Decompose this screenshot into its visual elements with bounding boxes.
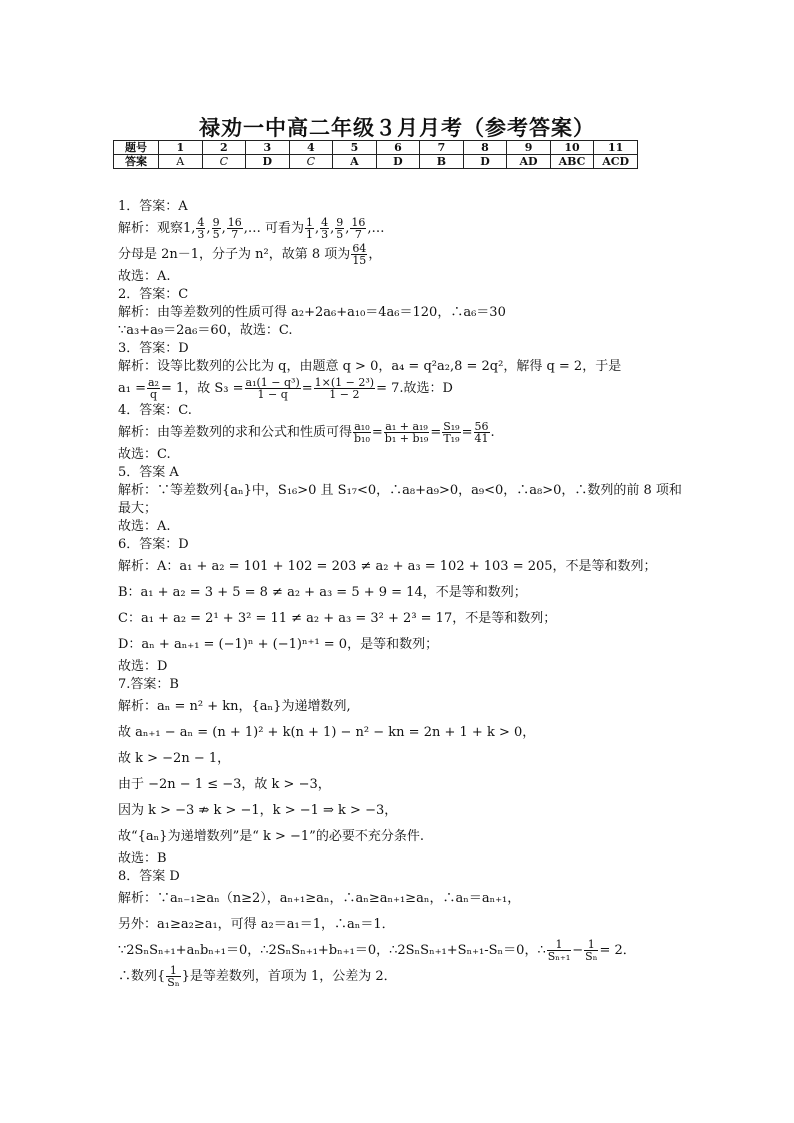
q4-text-a: 解析：由等差数列的求和公式和性质可得 bbox=[118, 425, 353, 440]
q7-conclusion: 故选：B bbox=[118, 851, 167, 866]
q6-header: 6．答案：D bbox=[118, 537, 189, 552]
question-number: 2 bbox=[202, 141, 246, 155]
q3-analysis: 解析：设等比数列的公比为 q，由题意 q > 0，a₄ = q²a₂,8 = 2q²，解得 q = 2，于是 bbox=[118, 359, 622, 374]
denominator: Sₙ bbox=[167, 976, 180, 989]
q8-analysis-2: 另外：a₁≥a₂≥a₁，可得 a₂＝a₁＝1，∴aₙ＝1． bbox=[118, 917, 395, 932]
q7-analysis-3: 故 k > −2n − 1， bbox=[118, 751, 231, 766]
q5-analysis: 解析：∵等差数列{aₙ}中，S₁₆>0 且 S₁₇<0，∴a₈+a₉>0，a₉<0，∴a₈>0，∴数列的前 8 项和 bbox=[118, 483, 682, 498]
denominator: Sₙ bbox=[585, 950, 598, 963]
equals: = bbox=[430, 425, 442, 440]
q1-seq-start: 1, bbox=[183, 221, 196, 236]
answer-cell: B bbox=[420, 155, 464, 169]
denominator: b₁ + b₁₉ bbox=[384, 432, 429, 445]
question-number: 11 bbox=[594, 141, 638, 155]
denominator: 3 bbox=[321, 228, 329, 241]
answer-cell: C bbox=[289, 155, 333, 169]
answer-cell: A bbox=[159, 155, 203, 169]
question-number: 6 bbox=[376, 141, 420, 155]
fraction bbox=[147, 377, 160, 400]
answer-cell: A bbox=[333, 155, 377, 169]
fraction bbox=[350, 217, 366, 240]
question-number: 4 bbox=[289, 141, 333, 155]
ellipsis: … bbox=[247, 221, 261, 236]
q8-analysis-3 bbox=[118, 938, 718, 964]
numerator: 16 bbox=[351, 216, 366, 229]
q6-analysis-d: D：aₙ + aₙ₊₁ = (−1)ⁿ + (−1)ⁿ⁺¹ = 0，是等和数列； bbox=[118, 637, 439, 652]
ellipsis: … bbox=[371, 221, 385, 236]
q7-analysis-6: 故“{aₙ}为递增数列”是“ k > −1”的必要不充分条件. bbox=[118, 829, 424, 844]
denominator: 1 − 2 bbox=[329, 388, 360, 401]
q1-conclusion: 故选：A. bbox=[118, 269, 171, 284]
denominator: 1 bbox=[305, 228, 313, 241]
question-number: 3 bbox=[246, 141, 290, 155]
fraction bbox=[335, 217, 344, 240]
denominator: 3 bbox=[197, 228, 205, 241]
numerator: a₂ bbox=[148, 376, 159, 389]
q5-conclusion: 故选：A. bbox=[118, 519, 171, 534]
question-number: 5 bbox=[333, 141, 377, 155]
q6-analysis-b: B：a₁ + a₂ = 3 + 5 = 8 ≠ a₂ + a₃ = 5 + 9 = 14，不是等和数列； bbox=[118, 585, 527, 600]
q8-text-a: ∵2SₙSₙ₊₁+aₙbₙ₊₁＝0，∴2SₙSₙ₊₁+bₙ₊₁＝0，∴2SₙSₙ₊₁+Sₙ₊₁-Sₙ＝0，∴ bbox=[118, 943, 546, 958]
numerator: 56 bbox=[474, 420, 489, 433]
answer-cell: ACD bbox=[594, 155, 638, 169]
q1-line2-end: ， bbox=[368, 247, 382, 262]
fraction bbox=[320, 217, 329, 240]
q2-header: 2．答案：C bbox=[118, 287, 189, 302]
q2-analysis-2: ∵a₃+a₉＝2a₆＝60，故选：C. bbox=[118, 323, 293, 338]
numerator: 1 bbox=[305, 216, 313, 229]
answer-table-answer-row bbox=[114, 155, 638, 169]
fraction bbox=[474, 421, 490, 444]
fraction bbox=[196, 217, 205, 240]
question-number: 8 bbox=[463, 141, 507, 155]
q1-analysis: 解析：观察1, $\frac{4}{3}$ , $\frac{9}{5}$ , $\frac{16}{7}$ ,… 可看为 $\frac{1}{1}$ , $\frac{4}{3}$ , $\frac{9}{5}$ , $\frac{16}{7}$ ,… bbox=[118, 216, 385, 241]
numerator: a₁ + a₁₉ bbox=[385, 420, 428, 433]
fraction bbox=[245, 377, 301, 400]
q3-header: 3．答案：D bbox=[118, 341, 189, 356]
denominator: 41 bbox=[474, 432, 489, 445]
denominator: 5 bbox=[212, 228, 220, 241]
fraction bbox=[351, 243, 367, 266]
row-label-number: 题号 bbox=[114, 141, 159, 155]
q8-text-d: }是等差数列，首项为 1，公差为 2． bbox=[181, 969, 397, 984]
q1-line2-text: 分母是 2n－1，分子为 n²，故第 8 项为 bbox=[118, 247, 351, 262]
q8-header: 8．答案 D bbox=[118, 869, 180, 884]
fraction bbox=[442, 421, 460, 444]
q3-text-d: = 7.故选：D bbox=[376, 381, 453, 396]
numerator: 9 bbox=[336, 216, 344, 229]
denominator: Sₙ₊₁ bbox=[547, 950, 571, 963]
fraction bbox=[353, 421, 371, 444]
q7-header: 7.答案：B bbox=[118, 677, 179, 692]
q4-analysis bbox=[118, 420, 718, 446]
q8-text-c: ∴数列{ bbox=[118, 969, 166, 984]
q4-header: 4．答案：C. bbox=[118, 403, 192, 418]
equals: = bbox=[461, 425, 473, 440]
row-label-answer: 答案 bbox=[114, 155, 159, 169]
numerator: a₁(1 − q³) bbox=[245, 376, 300, 389]
denominator: 5 bbox=[336, 228, 344, 241]
q8-analysis-1: 解析：∵aₙ₋₁≥aₙ（n≥2），aₙ₊₁≥aₙ，∴aₙ≥aₙ₊₁≥aₙ，∴aₙ＝aₙ₊₁， bbox=[118, 891, 521, 906]
denominator: 7 bbox=[354, 228, 362, 241]
denominator: b₁₀ bbox=[354, 432, 370, 445]
answer-table-number-row bbox=[114, 141, 638, 155]
fraction bbox=[584, 939, 598, 962]
numerator: 4 bbox=[321, 216, 329, 229]
answer-cell: D bbox=[376, 155, 420, 169]
denominator: 1 − q bbox=[257, 388, 288, 401]
numerator: S₁₉ bbox=[443, 420, 460, 433]
q7-analysis-1: 解析：aₙ = n² + kn，{aₙ}为递增数列, bbox=[118, 699, 351, 714]
numerator: 1 bbox=[584, 939, 598, 951]
q1-header: 1．答案：A bbox=[118, 199, 188, 214]
fraction bbox=[212, 217, 221, 240]
period: . bbox=[490, 425, 495, 440]
q8-analysis-4 bbox=[118, 964, 718, 990]
equals: = bbox=[371, 425, 383, 440]
answer-cell: D bbox=[246, 155, 290, 169]
q4-conclusion: 故选：C. bbox=[118, 447, 171, 462]
q7-analysis-4: 由于 −2n − 1 ≤ −3，故 k > −3， bbox=[118, 777, 331, 792]
denominator: q bbox=[149, 388, 157, 401]
fraction bbox=[166, 965, 180, 988]
answer-cell: ABC bbox=[550, 155, 594, 169]
solutions bbox=[118, 198, 718, 990]
denominator: 7 bbox=[231, 228, 239, 241]
q3-text-c: = bbox=[301, 381, 313, 396]
fraction bbox=[314, 377, 375, 400]
q7-analysis-5: 因为 k > −3 ⇏ k > −1，k > −1 ⇒ k > −3， bbox=[118, 803, 398, 818]
question-number: 9 bbox=[507, 141, 551, 155]
q6-conclusion: 故选：D bbox=[118, 659, 168, 674]
q3-text-b: = 1，故 S₃ = bbox=[160, 381, 244, 396]
numerator: a₁₀ bbox=[354, 420, 370, 433]
answer-cell: C bbox=[202, 155, 246, 169]
numerator: 1 bbox=[547, 939, 572, 951]
answer-table bbox=[113, 140, 638, 169]
fraction bbox=[547, 939, 572, 962]
question-number: 1 bbox=[159, 141, 203, 155]
q6-analysis-a: 解析：A：a₁ + a₂ = 101 + 102 = 203 ≠ a₂ + a₃ = 102 + 103 = 205，不是等和数列； bbox=[118, 559, 657, 574]
denominator: T₁₉ bbox=[443, 432, 460, 445]
q1-mid-text: 可看为 bbox=[260, 221, 304, 236]
q5-analysis-2: 最大； bbox=[118, 501, 158, 516]
q1-analysis-prefix: 解析：观察 bbox=[118, 221, 184, 236]
question-number: 7 bbox=[420, 141, 464, 155]
fraction bbox=[305, 217, 314, 240]
fraction bbox=[227, 217, 243, 240]
q5-header: 5．答案 A bbox=[118, 465, 179, 480]
answer-cell: D bbox=[463, 155, 507, 169]
numerator: 9 bbox=[212, 216, 220, 229]
q8-text-b: = 2． bbox=[599, 943, 636, 958]
minus: − bbox=[572, 943, 584, 958]
numerator: 64 bbox=[352, 242, 367, 255]
numerator: 4 bbox=[197, 216, 205, 229]
question-number: 10 bbox=[550, 141, 594, 155]
fraction bbox=[384, 421, 430, 444]
q6-analysis-c: C：a₁ + a₂ = 2¹ + 3² = 11 ≠ a₂ + a₃ = 3² + 2³ = 17，不是等和数列； bbox=[118, 611, 557, 626]
denominator: 15 bbox=[352, 254, 367, 267]
q3-analysis-2 bbox=[118, 376, 718, 402]
numerator: 1×(1 − 2³) bbox=[314, 376, 375, 389]
q2-analysis: 解析：由等差数列的性质可得 a₂+2a₆+a₁₀＝4a₆＝120，∴a₆＝30 bbox=[118, 305, 506, 320]
q3-text-a: a₁ = bbox=[118, 381, 146, 396]
page-title: 禄劝一中高二年级３月月考（参考答案） bbox=[199, 115, 595, 140]
q7-analysis-2: 故 aₙ₊₁ − aₙ = (n + 1)² + k(n + 1) − n² − kn = 2n + 1 + k > 0， bbox=[118, 725, 536, 740]
numerator: 1 bbox=[166, 965, 180, 977]
numerator: 16 bbox=[227, 216, 242, 229]
answer-cell: AD bbox=[507, 155, 551, 169]
q1-line2 bbox=[118, 242, 718, 268]
